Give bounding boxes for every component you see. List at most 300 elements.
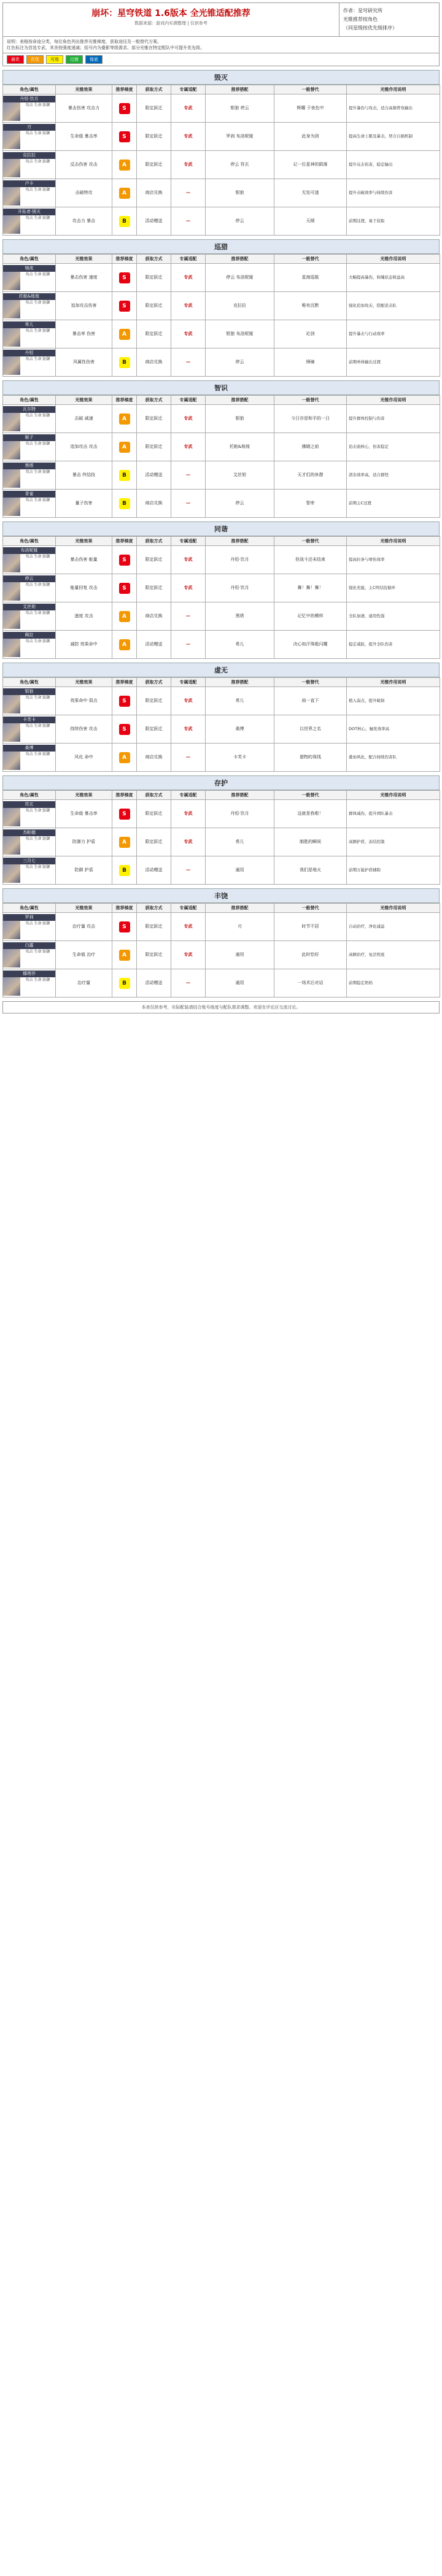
sections: [2, 70, 440, 998]
table-row: [3, 461, 440, 490]
alt-cell: 拂晓之前: [274, 433, 347, 461]
signature-cell: 专武: [171, 574, 206, 602]
signature-cell: 专武: [171, 433, 206, 461]
column-header: 角色/属性: [3, 678, 56, 687]
effect-cell: 效果命中 弱点: [56, 687, 112, 715]
tier-badge: A: [119, 188, 130, 199]
character-portrait: [3, 554, 20, 572]
column-header: 推荐梯度: [112, 396, 137, 405]
pair-cell: 罗刹 布洛妮娅: [206, 123, 274, 151]
character-body: [3, 808, 55, 826]
note-cell: DOT核心，触发效率高: [347, 715, 440, 744]
table-row: [3, 800, 440, 828]
tier-cell: [112, 715, 137, 744]
note-cell: 提高拉条与增伤效率: [347, 546, 440, 574]
note-cell: 提高生命上限及暴击，契合自损机制: [347, 123, 440, 151]
character-cell[interactable]: [3, 941, 56, 969]
column-header: 获取方式: [137, 255, 171, 264]
section-table: [2, 790, 440, 885]
source-cell: 限定跃迁: [137, 292, 171, 320]
note-cell: 高额护盾，冻结控制: [347, 828, 440, 856]
tier-badge: S: [119, 272, 130, 283]
tier-cell: [112, 969, 137, 998]
legend-item: 最优: [7, 55, 24, 64]
alt-cell: 天倾: [274, 207, 347, 236]
section-table: [2, 85, 440, 236]
tier-cell: [112, 151, 137, 179]
source-cell: 限定跃迁: [137, 123, 171, 151]
character-portrait: [3, 187, 20, 206]
section-title: 虚无: [2, 663, 440, 677]
character-name: 卢卡: [3, 180, 55, 187]
character-cell[interactable]: [3, 969, 56, 998]
pair-cell: 克拉拉: [206, 292, 274, 320]
author-line: 光锥推荐按角色: [343, 17, 378, 22]
note-cell: 植入弱点，提升破韧: [347, 687, 440, 715]
column-header: 专属适配: [171, 791, 206, 800]
source-cell: 限定跃迁: [137, 687, 171, 715]
character-cell[interactable]: [3, 856, 56, 885]
character-portrait: [3, 752, 20, 770]
pair-cell: 黑塔: [206, 602, 274, 631]
pair-cell: 丹恒·饮月: [206, 800, 274, 828]
column-header: 推荐梯度: [112, 85, 137, 94]
character-body: [3, 582, 55, 601]
character-portrait: [3, 300, 20, 318]
column-header: 推荐搭配: [206, 791, 274, 800]
column-header: 角色/属性: [3, 904, 56, 913]
tier-badge: A: [119, 329, 130, 340]
table-header-row: [3, 678, 440, 687]
column-header: 推荐搭配: [206, 904, 274, 913]
character-stats: 攻击 生命 防御: [25, 555, 50, 559]
note-cell: 提升暴击与行动效率: [347, 320, 440, 348]
signature-cell: —: [171, 207, 206, 236]
source-cell: 限定跃迁: [137, 151, 171, 179]
character-portrait: [3, 215, 20, 234]
character-stats: 攻击 生命 防御: [25, 442, 50, 446]
signature-cell: 专武: [171, 828, 206, 856]
character-cell[interactable]: [3, 800, 56, 828]
source-cell: 商店兑换: [137, 490, 171, 518]
signature-cell: —: [171, 744, 206, 772]
character-body: [3, 356, 55, 375]
character-body: [3, 639, 55, 657]
alt-cell: 辉耀 于夜色中: [274, 94, 347, 123]
character-stats: 攻击 生命 防御: [25, 752, 50, 756]
character-name: 卡芙卡: [3, 717, 55, 723]
table-row: [3, 913, 440, 941]
signature-cell: 专武: [171, 292, 206, 320]
legend-item: 可用: [46, 55, 63, 64]
section-table: [2, 536, 440, 659]
note-line: 红色标注为首选专武，其余按强度递减；括号内为叠影等级需求。部分光锥在特定配队中可提升优先级。: [7, 45, 204, 50]
column-header: 获取方式: [137, 791, 171, 800]
tier-badge: B: [119, 865, 130, 876]
effect-cell: 暴击伤害 攻击力: [56, 94, 112, 123]
alt-cell: 记忆中的模样: [274, 602, 347, 631]
signature-cell: 专武: [171, 913, 206, 941]
character-cell[interactable]: [3, 602, 56, 631]
column-header: 一般替代: [274, 678, 347, 687]
signature-cell: 专武: [171, 264, 206, 292]
character-name: 杰帕德: [3, 829, 55, 836]
column-header: 推荐搭配: [206, 396, 274, 405]
tier-badge: A: [119, 639, 130, 650]
source-cell: 限定跃迁: [137, 574, 171, 602]
character-cell[interactable]: [3, 151, 56, 179]
column-header: 光锥作用说明: [347, 678, 440, 687]
section-table: [2, 395, 440, 518]
page-title: 崩坏：星穹铁道 1.6版本 全光锥适配推荐: [91, 9, 250, 18]
table-row: [3, 602, 440, 631]
pair-cell: 通用: [206, 969, 274, 998]
note-cell: 自动治疗，净化减益: [347, 913, 440, 941]
column-header: 一般替代: [274, 396, 347, 405]
note-cell: 提升群体控制与伤害: [347, 405, 440, 433]
column-header: 推荐梯度: [112, 904, 137, 913]
table-row: [3, 264, 440, 292]
note-cell: 提升暴伤与攻击，适合高频普攻输出: [347, 94, 440, 123]
tier-badge: B: [119, 216, 130, 227]
table-row: [3, 179, 440, 207]
source-cell: 限定跃迁: [137, 433, 171, 461]
note-cell: 清杂效率高，适合群怪: [347, 461, 440, 490]
source-cell: 限定跃迁: [137, 264, 171, 292]
effect-cell: 能量回复 攻击: [56, 574, 112, 602]
column-header: 光锥作用说明: [347, 85, 440, 94]
tier-cell: [112, 348, 137, 377]
character-cell[interactable]: [3, 264, 56, 292]
source-cell: 限定跃迁: [137, 94, 171, 123]
column-header: 光锥效果: [56, 791, 112, 800]
alt-cell: 雨一直下: [274, 687, 347, 715]
character-stats: 攻击 生命 防御: [25, 413, 50, 418]
character-body: [3, 695, 55, 713]
column-header: 推荐搭配: [206, 255, 274, 264]
effect-cell: 击破特攻: [56, 179, 112, 207]
character-portrait: [3, 413, 20, 431]
signature-cell: 专武: [171, 151, 206, 179]
pair-cell: 停云: [206, 490, 274, 518]
section-title: 智识: [2, 380, 440, 395]
character-name: 停云: [3, 575, 55, 582]
character-name: 克拉拉: [3, 152, 55, 159]
tier-badge: S: [119, 583, 130, 594]
column-header: 角色/属性: [3, 396, 56, 405]
effect-cell: 暴击率 伤害: [56, 320, 112, 348]
character-body: [3, 300, 55, 318]
legend-item: 保底: [85, 55, 103, 64]
note-cell: 前期单体输出过渡: [347, 348, 440, 377]
character-cell[interactable]: [3, 207, 56, 236]
effect-cell: 生命值 治疗: [56, 941, 112, 969]
column-header: 推荐梯度: [112, 791, 137, 800]
character-stats: 攻击 生命 防御: [25, 357, 50, 361]
alt-cell: 舞！舞！舞！: [274, 574, 347, 602]
alt-cell: 今日亦是和平的一日: [274, 405, 347, 433]
column-header: 角色/属性: [3, 255, 56, 264]
character-name: 罗刹: [3, 914, 55, 921]
character-portrait: [3, 723, 20, 742]
character-cell[interactable]: [3, 348, 56, 377]
character-portrait: [3, 639, 20, 657]
table-row: [3, 574, 440, 602]
pair-cell: 刃: [206, 913, 274, 941]
character-cell[interactable]: [3, 292, 56, 320]
table-header-row: [3, 791, 440, 800]
pair-cell: 丹恒·饮月: [206, 546, 274, 574]
character-cell[interactable]: [3, 461, 56, 490]
pair-cell: 银狼: [206, 179, 274, 207]
source-cell: 活动赠送: [137, 856, 171, 885]
signature-cell: 专武: [171, 941, 206, 969]
column-header: 光锥作用说明: [347, 791, 440, 800]
note-cell: 大幅提高暴伤，转魄状态收益高: [347, 264, 440, 292]
character-name: 符玄: [3, 801, 55, 808]
pair-cell: 停云: [206, 348, 274, 377]
author-line: 作者：星穹研究所: [343, 8, 382, 13]
tier-badge: A: [119, 160, 130, 171]
source-cell: 限定跃迁: [137, 546, 171, 574]
character-name: 姬子: [3, 434, 55, 441]
character-body: [3, 921, 55, 939]
character-cell[interactable]: [3, 433, 56, 461]
note-cell: 强化追加攻击，搭配追击队: [347, 292, 440, 320]
character-name: 刃: [3, 124, 55, 131]
column-header: 获取方式: [137, 537, 171, 546]
author-info: [339, 3, 439, 36]
character-portrait: [3, 949, 20, 967]
alt-cell: 猎物的视线: [274, 744, 347, 772]
character-cell[interactable]: [3, 123, 56, 151]
tier-cell: [112, 179, 137, 207]
section-title: 存护: [2, 775, 440, 790]
column-header: 一般替代: [274, 791, 347, 800]
tier-cell: [112, 207, 137, 236]
character-name: 丹恒·饮月: [3, 96, 55, 102]
column-header: 光锥作用说明: [347, 537, 440, 546]
page: [2, 2, 440, 1013]
column-header: 一般替代: [274, 85, 347, 94]
character-portrait: [3, 582, 20, 601]
character-name: 青雀: [3, 491, 55, 498]
character-cell[interactable]: [3, 94, 56, 123]
page-subtitle: 数据来源：游戏内实测整理 | 仅供参考: [134, 21, 207, 26]
character-name: 娜塔莎: [3, 971, 55, 977]
tier-cell: [112, 828, 137, 856]
table-row: [3, 490, 440, 518]
signature-cell: —: [171, 856, 206, 885]
tier-badge: B: [119, 498, 130, 509]
character-stats: 攻击 生命 防御: [25, 724, 50, 728]
tier-badge: S: [119, 103, 130, 114]
character-body: [3, 272, 55, 290]
character-name: 丹恒: [3, 350, 55, 356]
alt-cell: 以世界之名: [274, 715, 347, 744]
source-cell: 限定跃迁: [137, 405, 171, 433]
column-header: 光锥作用说明: [347, 396, 440, 405]
character-name: 艾丝妲: [3, 604, 55, 610]
tier-badge: S: [119, 809, 130, 820]
column-header: 光锥效果: [56, 678, 112, 687]
tier-badge: A: [119, 442, 130, 453]
character-stats: 攻击 生命 防御: [25, 921, 50, 926]
character-portrait: [3, 610, 20, 629]
tier-cell: [112, 941, 137, 969]
source-cell: 限定跃迁: [137, 941, 171, 969]
tier-cell: [112, 631, 137, 659]
tier-cell: [112, 800, 137, 828]
column-header: 获取方式: [137, 396, 171, 405]
table-row: [3, 151, 440, 179]
character-cell[interactable]: [3, 490, 56, 518]
character-stats: 攻击 生命 防御: [25, 611, 50, 615]
source-cell: 商店兑换: [137, 348, 171, 377]
pair-cell: 停云: [206, 207, 274, 236]
pair-cell: 托帕&账账: [206, 433, 274, 461]
pair-cell: 卡芙卡: [206, 744, 274, 772]
character-name: 托帕&账账: [3, 293, 55, 300]
character-stats: 攻击 生命 防御: [25, 865, 50, 869]
character-body: [3, 554, 55, 572]
column-header: 专属适配: [171, 396, 206, 405]
character-cell[interactable]: [3, 546, 56, 574]
tier-cell: [112, 94, 137, 123]
pair-cell: 希儿: [206, 687, 274, 715]
table-row: [3, 94, 440, 123]
table-header-row: [3, 904, 440, 913]
column-header: 角色/属性: [3, 85, 56, 94]
effect-cell: 持续伤害 攻击: [56, 715, 112, 744]
character-name: 桑博: [3, 745, 55, 752]
character-body: [3, 413, 55, 431]
effect-cell: 风属性伤害: [56, 348, 112, 377]
table-row: [3, 687, 440, 715]
character-portrait: [3, 695, 20, 713]
column-header: 推荐梯度: [112, 678, 137, 687]
character-portrait: [3, 441, 20, 459]
note-line: 说明：表格按命途分类，每位角色列出推荐光锥梯度、获取途径及一般替代方案。: [7, 39, 161, 44]
character-portrait: [3, 159, 20, 177]
character-body: [3, 469, 55, 488]
source-cell: 限定跃迁: [137, 828, 171, 856]
effect-cell: 治疗量 攻击: [56, 913, 112, 941]
legend-item: 次优: [26, 55, 44, 64]
tier-badge: B: [119, 470, 130, 481]
character-stats: 攻击 生命 防御: [25, 329, 50, 333]
legend-item: 过渡: [66, 55, 83, 64]
header: [2, 2, 440, 66]
character-cell[interactable]: [3, 574, 56, 602]
table-row: [3, 348, 440, 377]
signature-cell: —: [171, 490, 206, 518]
tier-badge: S: [119, 131, 130, 142]
section-table: [2, 903, 440, 998]
alt-cell: 唯有沉默: [274, 292, 347, 320]
tier-badge: A: [119, 752, 130, 763]
signature-cell: 专武: [171, 715, 206, 744]
column-header: 光锥效果: [56, 904, 112, 913]
character-stats: 攻击 生命 防御: [25, 583, 50, 587]
table-header-row: [3, 85, 440, 94]
character-stats: 攻击 生命 防御: [25, 498, 50, 502]
tier-cell: [112, 264, 137, 292]
note-cell: 强化充能，主C终结技循环: [347, 574, 440, 602]
character-cell[interactable]: [3, 320, 56, 348]
footer: 本表仅供参考，实际配装请结合账号练度与配队需求调整。欢迎在评论区交流讨论。: [2, 1001, 440, 1013]
section-title: 巡猎: [2, 239, 440, 254]
column-header: 推荐搭配: [206, 85, 274, 94]
table-row: [3, 405, 440, 433]
section-table: [2, 677, 440, 772]
note-cell: 群体减伤，提升团队暴击: [347, 800, 440, 828]
character-name: 佩拉: [3, 632, 55, 639]
tier-badge: S: [119, 696, 130, 707]
character-body: [3, 836, 55, 855]
pair-cell: 希儿: [206, 828, 274, 856]
tier-badge: B: [119, 357, 130, 368]
character-cell[interactable]: [3, 179, 56, 207]
character-stats: 攻击 生命 防御: [25, 188, 50, 192]
character-name: 银狼: [3, 688, 55, 695]
source-cell: 活动赠送: [137, 969, 171, 998]
source-cell: 活动赠送: [137, 207, 171, 236]
character-cell[interactable]: [3, 913, 56, 941]
character-body: [3, 498, 55, 516]
pair-cell: 停云 布洛妮娅: [206, 264, 274, 292]
character-cell[interactable]: [3, 687, 56, 715]
character-cell[interactable]: [3, 631, 56, 659]
alt-cell: 天才们的休憩: [274, 461, 347, 490]
character-portrait: [3, 356, 20, 375]
signature-cell: 专武: [171, 800, 206, 828]
character-cell[interactable]: [3, 715, 56, 744]
character-portrait: [3, 272, 20, 290]
character-stats: 攻击 生命 防御: [25, 301, 50, 305]
column-header: 推荐梯度: [112, 255, 137, 264]
signature-cell: —: [171, 179, 206, 207]
table-header-row: [3, 537, 440, 546]
tier-cell: [112, 405, 137, 433]
character-stats: 攻击 生命 防御: [25, 978, 50, 982]
character-cell[interactable]: [3, 744, 56, 772]
effect-cell: 击破 减速: [56, 405, 112, 433]
character-stats: 攻击 生命 防御: [25, 216, 50, 220]
source-cell: 活动赠送: [137, 631, 171, 659]
source-cell: 商店兑换: [137, 602, 171, 631]
author-line: （同星级按优先级排序）: [343, 25, 397, 31]
effect-cell: 攻击力 暴击: [56, 207, 112, 236]
character-body: [3, 752, 55, 770]
character-cell[interactable]: [3, 405, 56, 433]
alt-cell: 决心如汗珠般闪耀: [274, 631, 347, 659]
column-header: 光锥作用说明: [347, 904, 440, 913]
character-stats: 攻击 生命 防御: [25, 160, 50, 164]
tier-cell: [112, 433, 137, 461]
table-row: [3, 320, 440, 348]
character-name: 瓦尔特: [3, 406, 55, 413]
column-header: 光锥作用说明: [347, 255, 440, 264]
character-name: 镜流: [3, 265, 55, 272]
effect-cell: 暴击 终结技: [56, 461, 112, 490]
note-cell: 叠加风化，配合持续伤害队: [347, 744, 440, 772]
character-cell[interactable]: [3, 828, 56, 856]
table-row: [3, 123, 440, 151]
source-cell: 商店兑换: [137, 179, 171, 207]
character-name: 黑塔: [3, 463, 55, 469]
character-portrait: [3, 921, 20, 939]
